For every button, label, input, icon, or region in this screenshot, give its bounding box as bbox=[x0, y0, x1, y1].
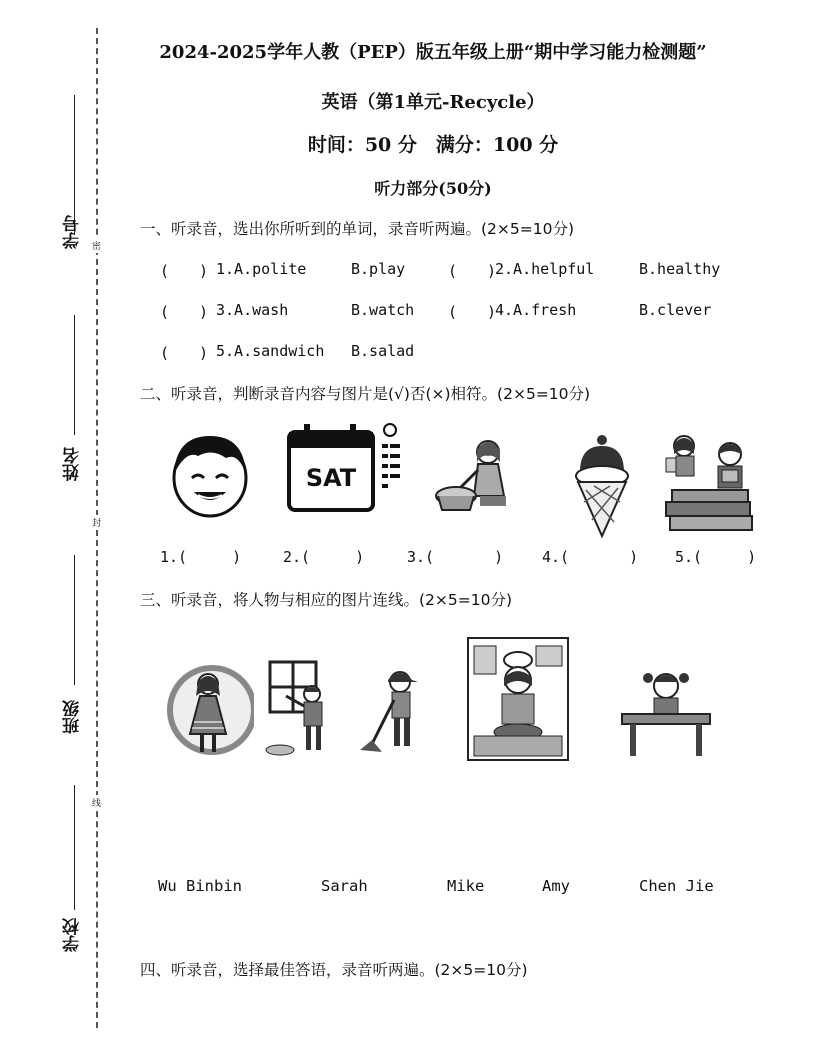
q3-paren: ( ) bbox=[160, 303, 209, 321]
children-reading-picture bbox=[662, 432, 758, 538]
q2-option-a: 2.A.helpful bbox=[495, 260, 595, 278]
name-amy: Amy bbox=[542, 877, 570, 895]
calendar-day-text: SAT bbox=[305, 464, 357, 492]
q5-option-a: 5.A.sandwich bbox=[216, 342, 325, 360]
school-rule bbox=[74, 785, 75, 910]
q4-paren: ( ) bbox=[448, 303, 497, 321]
boy-sweeping-floor-picture bbox=[354, 660, 434, 760]
listening-part-title: 听力部分(50分) bbox=[374, 179, 492, 198]
girl-at-desk-picture bbox=[620, 664, 712, 760]
section4-heading: 四、听录音，选择最佳答语，录音听两遍。(2×5=10分) bbox=[140, 961, 528, 979]
seal-char-feng: 封 bbox=[92, 515, 101, 530]
seal-char-xian: 线 bbox=[92, 795, 101, 810]
girl-in-dress-picture bbox=[158, 660, 254, 766]
name-wu-binbin: Wu Binbin bbox=[158, 877, 242, 895]
time-and-score: 时间：50 分 满分：100 分 bbox=[307, 134, 559, 156]
q3-option-b: B.watch bbox=[351, 301, 415, 319]
section2-answer-2: 2.( ) bbox=[283, 548, 365, 566]
class-rule bbox=[74, 555, 75, 685]
section2-answer-3: 3.( ) bbox=[407, 548, 504, 566]
name-rule bbox=[74, 315, 75, 435]
name-sarah: Sarah bbox=[321, 877, 368, 895]
q2-paren: ( ) bbox=[448, 262, 497, 280]
q5-option-b: B.salad bbox=[351, 342, 415, 360]
class-label: 班级 bbox=[63, 700, 83, 734]
q3-option-a: 3.A.wash bbox=[216, 301, 289, 319]
seal-char-mi: 密 bbox=[92, 238, 101, 253]
q4-option-a: 4.A.fresh bbox=[495, 301, 577, 319]
girl-cooking-picture bbox=[466, 636, 570, 762]
q4-option-b: B.clever bbox=[639, 301, 712, 319]
school-label: 学校 bbox=[63, 918, 83, 952]
student-number-label: 学号 bbox=[63, 215, 83, 249]
boy-cleaning-window-picture bbox=[264, 660, 334, 760]
girl-washing-clothes-picture bbox=[434, 434, 518, 516]
student-number-rule bbox=[74, 95, 75, 235]
q1-paren: ( ) bbox=[160, 262, 209, 280]
q1-option-b: B.play bbox=[351, 260, 406, 278]
exam-subject: 英语（第1单元-Recycle） bbox=[321, 92, 545, 113]
name-mike: Mike bbox=[447, 877, 485, 895]
section1-heading: 一、听录音，选出你所听到的单词，录音听两遍。(2×5=10分) bbox=[140, 220, 575, 238]
name-label: 姓名 bbox=[63, 447, 83, 481]
section2-answer-5: 5.( ) bbox=[675, 548, 757, 566]
name-chen-jie: Chen Jie bbox=[639, 877, 714, 895]
section2-heading: 二、听录音，判断录音内容与图片是(√)否(×)相符。(2×5=10分) bbox=[140, 385, 591, 403]
section2-answer-4: 4.( ) bbox=[542, 548, 639, 566]
q2-option-b: B.healthy bbox=[639, 260, 721, 278]
q1-option-a: 1.A.polite bbox=[216, 260, 307, 278]
ice-cream-picture bbox=[572, 432, 632, 538]
section3-heading: 三、听录音，将人物与相应的图片连线。(2×5=10分) bbox=[140, 591, 513, 609]
q5-paren: ( ) bbox=[160, 344, 209, 362]
section2-answer-1: 1.( ) bbox=[160, 548, 242, 566]
calendar-picture bbox=[286, 420, 404, 514]
exam-title: 2024-2025学年人教（PEP）版五年级上册“期中学习能力检测题” bbox=[159, 42, 707, 63]
smiling-boy-picture bbox=[168, 428, 252, 520]
